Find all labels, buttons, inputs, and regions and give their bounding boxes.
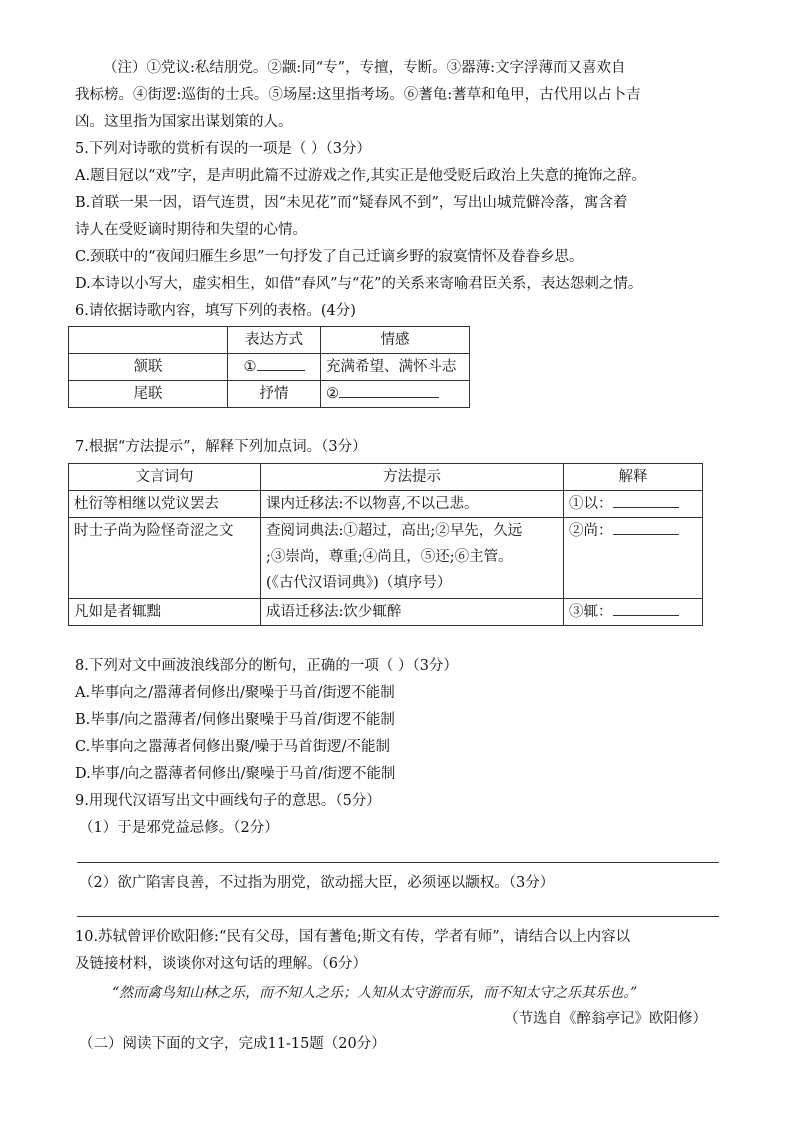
table-cell: 杜衍等相继以党议罢去: [69, 491, 261, 518]
note-line-2: 我标榜。④街逻:巡街的士兵。⑤场屋:这里指考场。⑥蓍龟:蓍草和龟甲，古代用以占卜吉: [75, 87, 641, 103]
answer-blank-1[interactable]: [228, 354, 321, 381]
q5-option-a: A.题目冠以“戏”字，是声明此篇不过游戏之作,其实正是他受贬后政治上失意的掩饰之辞。: [75, 168, 647, 184]
table-row: [69, 599, 703, 626]
q10-stem-line1: 10.苏轼曾评价欧阳修:“民有父母，国有蓍龟;斯文有传，学者有师”，请结合以上内容以: [75, 929, 631, 945]
q6-stem: 6.请依据诗歌内容，填写下列的表格。(4分): [75, 303, 356, 319]
blank-line: [613, 520, 679, 535]
table-header-cell: 表达方式: [228, 327, 321, 354]
table-cell: 课内迁移法:不以物喜,不以己悲。: [261, 491, 564, 518]
table-cell: 成语迁移法:饮少辄醉: [261, 599, 564, 626]
q8-option-a: A.毕事向之/嚣薄者伺修出/聚噪于马首/街逻不能制: [75, 685, 395, 701]
table-header-cell: 解释: [564, 464, 703, 491]
blank-line: [613, 601, 679, 616]
table-row: [69, 354, 470, 381]
table-header-cell: 方法提示: [261, 464, 564, 491]
quote-source: （节选自《醉翁亭记》欧阳修）: [504, 1011, 707, 1027]
q7-stem: 7.根据“方法提示”，解释下列加点词。（3分）: [75, 439, 367, 455]
table-cell: 凡如是者辄黜: [69, 599, 261, 626]
blank-label: ①: [243, 359, 257, 375]
answer-blank-3[interactable]: [564, 491, 703, 518]
table-cell: 颔联: [69, 354, 228, 381]
answer-blank-4[interactable]: [564, 518, 703, 599]
blank-label: ②: [326, 386, 339, 402]
table-cell: [261, 518, 564, 599]
q8-option-b: B.毕事/向之嚣薄者/伺修出聚噪于马首/街逻不能制: [75, 712, 395, 728]
note-line-3: 凶。这里指为国家出谋划策的人。: [75, 114, 293, 130]
note-line-1: （注）①党议:私结朋党。②颛:同“专”，专擅，专断。③器薄:文字浮薄而又喜欢自: [103, 60, 626, 76]
blank-line: [339, 383, 439, 398]
answer-line-1[interactable]: [77, 862, 719, 863]
q6-table: [68, 326, 470, 408]
blank-line: [257, 356, 305, 371]
table-header-cell: 文言词句: [69, 464, 261, 491]
section-2-heading: （二）阅读下面的文字，完成11-15题（20分）: [79, 1036, 386, 1052]
method-line: 查阅词典法:①超过，高出;②早先，久远: [266, 523, 523, 539]
table-row: [69, 518, 703, 599]
table-cell: 充满希望、满怀斗志: [321, 354, 470, 381]
blank-label: ③辄：: [569, 604, 613, 620]
blank-label: ①以：: [569, 496, 613, 512]
table-cell: 尾联: [69, 381, 228, 408]
table-row: [69, 381, 470, 408]
table-row: [69, 491, 703, 518]
q10-stem-line2: 及链接材料，谈谈你对这句话的理解。（6分）: [75, 956, 367, 972]
q8-option-c: C.毕事向之嚣薄者伺修出聚/噪于马首街逻/不能制: [75, 739, 390, 755]
method-line: ;③崇尚，尊重;④尚且，⑤还;⑥主管。: [266, 549, 513, 565]
q9-sub-2: （2）欲广陷害良善，不过指为朋党，欲动摇大臣，必须诬以颛权。（3分）: [79, 875, 555, 891]
q5-option-b-line1: B.首联一果一因，语气连贯，因“未见花”而“疑春风不到”，写出山城荒僻冷落，寓含着: [75, 195, 628, 211]
table-header-cell: [69, 327, 228, 354]
table-row: [69, 327, 470, 354]
answer-blank-2[interactable]: [321, 381, 470, 408]
q9-stem: 9.用现代汉语写出文中画线句子的意思。（5分）: [75, 793, 381, 809]
q5-option-c: C.颈联中的“夜闻归雁生乡思”一句抒发了自己迁谪乡野的寂寞情怀及眷眷乡思。: [75, 249, 584, 265]
table-cell: 时士子尚为险怪奇涩之文: [69, 518, 261, 599]
q5-option-d: D.本诗以小写大，虚实相生，如借“春风”与“花”的关系来寄喻君臣关系，表达怨刺之情。: [75, 276, 643, 292]
table-row: [69, 464, 703, 491]
method-line: (《古代汉语词典》)（填序号）: [266, 575, 452, 591]
answer-line-2[interactable]: [77, 916, 719, 917]
blank-label: ②尚：: [569, 523, 613, 539]
q8-option-d: D.毕事/向之嚣薄者伺修出/聚噪于马首/街逻不能制: [75, 766, 396, 782]
q8-stem: 8.下列对文中画波浪线部分的断句，正确的一项（ ）（3分）: [75, 658, 458, 674]
q5-option-b-line2: 诗人在受贬谪时期待和失望的心情。: [75, 222, 307, 238]
table-header-cell: 情感: [321, 327, 470, 354]
q5-stem: 5.下列对诗歌的赏析有误的一项是（ ）（3分）: [75, 141, 371, 157]
q7-table: [68, 463, 703, 626]
table-cell: 抒情: [228, 381, 321, 408]
q9-sub-1: （1）于是邪党益忌修。（2分）: [79, 820, 279, 836]
blank-line: [613, 493, 679, 508]
answer-blank-5[interactable]: [564, 599, 703, 626]
quote-text: “然而禽鸟知山林之乐，而不知人之乐；人知从太守游而乐，而不知太守之乐其乐也。”: [112, 985, 638, 1001]
